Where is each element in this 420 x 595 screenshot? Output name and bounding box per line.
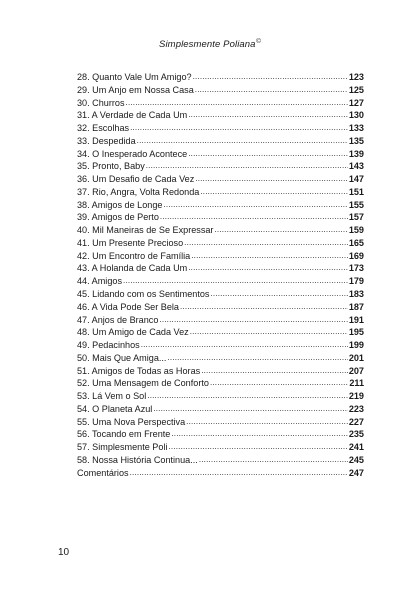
toc-entry-title: 33. Despedida [77,135,136,146]
toc-leader-dots [126,96,348,110]
toc-entry-title: 41. Um Presente Precioso [77,237,184,248]
toc-entry-page: 201 [348,352,364,363]
toc-entry-page: 125 [348,84,364,95]
toc-leader-dots [191,249,348,263]
toc-entry-page: 219 [348,391,364,402]
toc-leader-dots [188,108,348,122]
toc-entry-title: 54. O Planeta Azul [77,403,153,414]
toc-leader-dots [188,261,348,275]
toc-leader-dots [210,376,348,390]
toc-entry-page: 227 [348,416,364,427]
toc-entry-title: 34. O Inesperado Acontece [77,148,188,159]
toc-entry-title: 46. A Vida Pode Ser Bela [77,301,179,312]
toc-entry-title: 44. Amigos [77,276,122,287]
toc-entry-title: 35. Pronto, Baby [77,161,145,172]
toc-entry-page: 169 [348,250,364,261]
toc-entry-title: 28. Quanto Vale Um Amigo? [77,72,192,82]
toc-leader-dots [168,440,347,454]
toc-leader-dots [146,159,348,173]
toc-leader-dots [184,236,348,250]
toc-entry-page: 245 [348,454,364,465]
toc-entry-page: 157 [348,212,364,223]
copyright-mark: © [256,38,261,45]
toc-leader-dots [171,427,347,441]
toc-leader-dots [214,223,347,237]
toc-leader-dots [137,134,348,148]
toc-entry-page: 130 [348,110,364,121]
toc-leader-dots [186,415,348,429]
page-number: 10 [58,547,70,558]
toc-entry-title: 50. Mais Que Amiga... [77,352,167,363]
toc-leader-dots [201,364,348,378]
toc-leader-dots [123,274,348,288]
toc-leader-dots [190,325,348,339]
toc-leader-dots [193,70,348,84]
toc-leader-dots [167,351,347,365]
toc-leader-dots [210,287,347,301]
toc-entry-title: 38. Amigos de Longe [77,199,163,210]
toc-leader-dots [195,172,348,186]
toc-entry-title: 49. Pedacinhos [77,340,140,351]
toc-leader-dots [180,300,348,314]
toc-entry-title: 45. Lidando com os Sentimentos [77,289,210,300]
toc-entry-title: 30. Churros [77,97,125,108]
toc-entry-page: 241 [348,442,364,453]
toc-entry-page: 211 [349,378,364,389]
toc-entry-title: 39. Amigos de Perto [77,212,159,223]
toc-entry-page: 179 [348,276,364,287]
table-of-contents [77,71,364,480]
toc-entry-title: 29. Um Anjo em Nossa Casa [77,84,194,95]
toc-entry-page: 247 [348,467,364,478]
toc-entry [77,467,364,480]
book-title: Simplesmente Poliana [159,39,256,50]
toc-entry-page: 195 [348,327,364,338]
toc-leader-dots [199,453,348,467]
toc-entry-title: 56. Tocando em Frente [77,429,171,440]
toc-entry-page: 155 [348,199,364,210]
toc-entry-page: 133 [348,123,364,134]
toc-entry-title: 47. Anjos de Branco [77,314,159,325]
toc-entry-title: 57. Simplesmente Poli [77,442,168,453]
toc-entry-title: Comentários [77,467,129,478]
toc-entry-title: 31. A Verdade de Cada Um [77,110,188,121]
toc-entry-page: 143 [348,161,364,172]
toc-leader-dots [130,121,348,135]
toc-leader-dots [163,198,347,212]
toc-leader-dots [141,338,348,352]
toc-entry-title: 55. Uma Nova Perspectiva [77,416,186,427]
toc-entry-page: 191 [348,314,364,325]
toc-leader-dots [159,313,347,327]
toc-entry-title: 58. Nossa História Continua... [77,454,198,465]
toc-entry-title: 53. Lá Vem o Sol [77,391,147,402]
toc-leader-dots [153,402,347,416]
toc-entry-page: 235 [348,429,364,440]
toc-leader-dots [188,147,348,161]
toc-entry-page: 139 [348,148,364,159]
toc-entry-title: 40. Mil Maneiras de Se Expressar [77,225,214,236]
toc-entry-page: 173 [348,263,364,274]
toc-entry-page: 183 [348,289,364,300]
toc-entry-page: 123 [348,72,364,82]
toc-entry-page: 223 [348,403,364,414]
toc-entry-page: 159 [348,225,364,236]
toc-entry-page: 127 [348,97,364,108]
toc-entry-page: 199 [348,340,364,351]
toc-entry-title: 52. Uma Mensagem de Conforto [77,378,209,389]
toc-entry-page: 135 [348,135,364,146]
toc-entry-title: 43. A Holanda de Cada Um [77,263,188,274]
toc-entry-title: 37. Rio, Angra, Volta Redonda [77,186,200,197]
toc-entry-page: 151 [348,186,364,197]
toc-entry-title: 48. Um Amigo de Cada Vez [77,327,189,338]
toc-entry-page: 207 [348,365,364,376]
toc-entry-title: 51. Amigos de Todas as Horas [77,365,201,376]
toc-entry-title: 42. Um Encontro de Família [77,250,191,261]
toc-leader-dots [130,466,348,480]
toc-entry-page: 165 [348,237,364,248]
toc-leader-dots [147,389,348,403]
toc-entry-title: 36. Um Desafio de Cada Vez [77,174,195,185]
toc-entry-page: 147 [348,174,364,185]
running-header [0,38,420,50]
toc-leader-dots [195,83,348,97]
toc-leader-dots [160,210,348,224]
toc-entry-title: 32. Escolhas [77,123,130,134]
toc-entry-page: 187 [348,301,364,312]
toc-leader-dots [200,185,347,199]
